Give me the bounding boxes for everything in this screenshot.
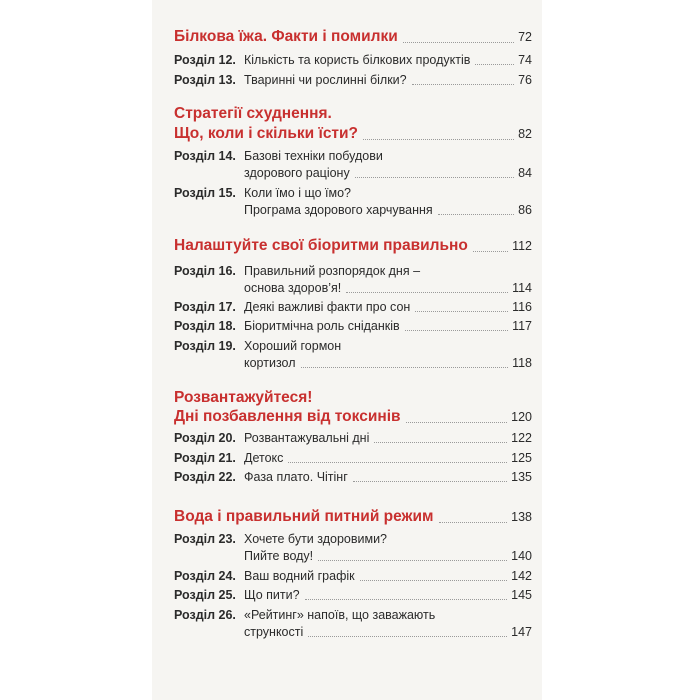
page-number: 138	[511, 510, 532, 524]
chapter-number: Розділ 21.	[174, 451, 236, 465]
chapter-title: «Рейтинг» напоїв, що заважають	[244, 608, 436, 622]
page-number: 82	[518, 127, 532, 141]
page-number: 140	[511, 549, 532, 563]
chapter-title: Тваринні чи рослинні білки?	[244, 73, 407, 87]
dot-leader	[363, 139, 514, 140]
page-number: 86	[518, 203, 532, 217]
dot-leader	[412, 84, 514, 85]
section-title: Дні позбавлення від токсинів	[174, 408, 401, 425]
chapter-title: Розвантажувальні дні	[244, 431, 370, 445]
page-number: 147	[511, 625, 532, 639]
chapter-number: Розділ 14.	[174, 149, 236, 163]
chapter-title: кортизол	[244, 356, 296, 370]
dot-leader	[355, 177, 514, 178]
book-page	[152, 0, 542, 700]
chapter-number: Розділ 16.	[174, 264, 236, 278]
chapter-number: Розділ 12.	[174, 53, 236, 67]
dot-leader	[353, 481, 507, 482]
page-number: 112	[512, 239, 532, 253]
chapter-number: Розділ 23.	[174, 532, 236, 546]
chapter-title: Кількість та користь білкових продуктів	[244, 53, 471, 67]
page-number: 118	[512, 356, 532, 370]
chapter-number: Розділ 20.	[174, 431, 236, 445]
chapter-number: Розділ 17.	[174, 300, 236, 314]
chapter-title: здорового раціону	[244, 166, 350, 180]
page-number: 84	[518, 166, 532, 180]
section-title: Білкова їжа. Факти і помилки	[174, 28, 398, 45]
page-number: 142	[511, 569, 532, 583]
chapter-title: Правильний розпорядок дня –	[244, 264, 421, 278]
dot-leader	[288, 462, 507, 463]
page-number: 76	[518, 73, 532, 87]
chapter-title: Хороший гормон	[244, 339, 342, 353]
dot-leader	[439, 522, 508, 523]
chapter-number: Розділ 24.	[174, 569, 236, 583]
page-number: 72	[518, 30, 532, 44]
page-number: 114	[512, 281, 532, 295]
chapter-title: Базові техніки побудови	[244, 149, 383, 163]
chapter-title: Коли їмо і що їмо?	[244, 186, 351, 200]
chapter-title: основа здоров’я!	[244, 281, 342, 295]
chapter-title: Що пити?	[244, 588, 300, 602]
chapter-title: Деякі важливі факти про сон	[244, 300, 411, 314]
dot-leader	[475, 64, 514, 65]
chapter-title: Ваш водний графік	[244, 569, 355, 583]
dot-leader	[415, 311, 508, 312]
dot-leader	[438, 214, 514, 215]
dot-leader	[473, 251, 508, 252]
page-number: 145	[511, 588, 532, 602]
chapter-title: Програма здорового харчування	[244, 203, 433, 217]
chapter-title: Пийте воду!	[244, 549, 314, 563]
chapter-number: Розділ 19.	[174, 339, 236, 353]
section-title: Налаштуйте свої біоритми правильно	[174, 237, 468, 254]
chapter-title: Хочете бути здоровими?	[244, 532, 388, 546]
chapter-title: Фаза плато. Чітінг	[244, 470, 348, 484]
dot-leader	[403, 42, 514, 43]
chapter-number: Розділ 22.	[174, 470, 236, 484]
dot-leader	[374, 442, 507, 443]
chapter-title: стрункості	[244, 625, 304, 639]
page-number: 116	[512, 300, 532, 314]
dot-leader	[346, 292, 508, 293]
chapter-number: Розділ 15.	[174, 186, 236, 200]
section-title: Вода і правильний питний режим	[174, 508, 434, 525]
dot-leader	[406, 422, 508, 423]
chapter-title: Біоритмічна роль сніданків	[244, 319, 400, 333]
page-number: 74	[518, 53, 532, 67]
page-number: 135	[511, 470, 532, 484]
dot-leader	[318, 560, 507, 561]
chapter-number: Розділ 13.	[174, 73, 236, 87]
dot-leader	[360, 580, 508, 581]
dot-leader	[305, 599, 508, 600]
chapter-title: Детокс	[244, 451, 284, 465]
page-number: 120	[511, 410, 532, 424]
section-title: Що, коли і скільки їсти?	[174, 125, 359, 142]
page-number: 125	[511, 451, 532, 465]
section-title: Стратегії схуднення.	[174, 105, 332, 122]
dot-leader	[308, 636, 507, 637]
dot-leader	[301, 367, 509, 368]
dot-leader	[405, 330, 508, 331]
page-number: 117	[512, 319, 532, 333]
chapter-number: Розділ 18.	[174, 319, 236, 333]
chapter-number: Розділ 26.	[174, 608, 236, 622]
section-title: Розвантажуйтеся!	[174, 389, 313, 406]
chapter-number: Розділ 25.	[174, 588, 236, 602]
page-number: 122	[511, 431, 532, 445]
